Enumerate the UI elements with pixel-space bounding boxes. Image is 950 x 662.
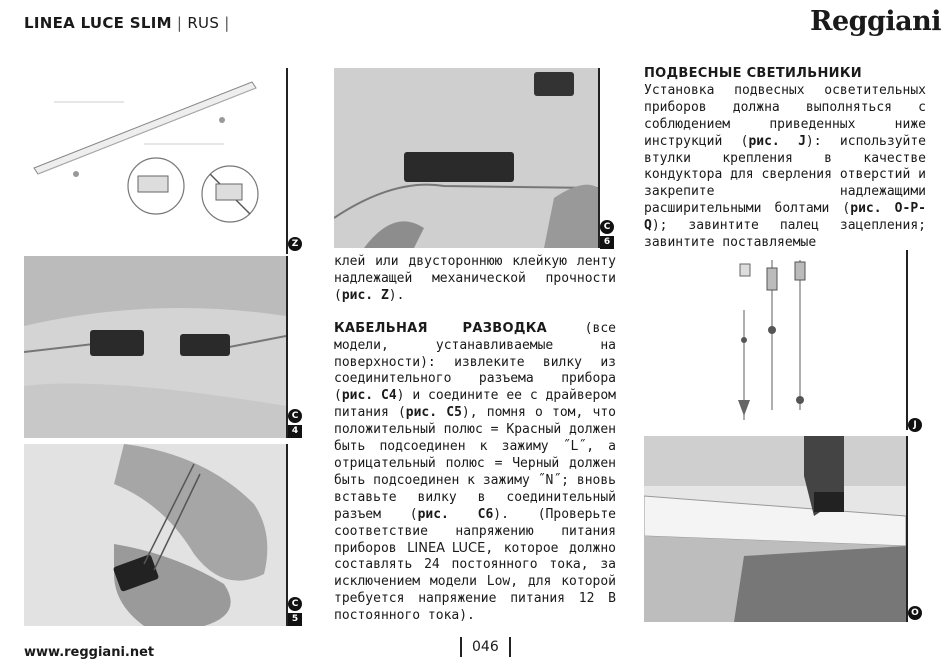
text-run: клей или двустороннюю клейкую ленту надлежащей механической прочности ( (334, 254, 616, 303)
connector-pair-photo-icon (24, 256, 286, 438)
product-title: LINEA LUCE SLIM (24, 14, 172, 32)
right-text-column (644, 66, 926, 252)
figure-c4-number: 4 (288, 425, 302, 438)
page-number (450, 637, 521, 657)
profile-mount-photo-icon (644, 436, 906, 622)
text-run: Установка подвесных осветительных приборов должна выполняться с соблюдением приведенных ниже инструкций ( (644, 82, 926, 149)
section-heading: КАБЕЛЬНАЯ РАЗВОДКА (334, 320, 547, 336)
text-run: , которое должно составлять 24 постоянного тока, за исключением модели Low, для которой требуется напряжение питания 12 В постоянного тока). (334, 540, 616, 624)
figure-c6-number: 6 (600, 236, 614, 249)
figure-c4-photo (24, 256, 286, 438)
connector-photo-icon (334, 68, 598, 248)
figure-ref: рис. O-P-Q (644, 201, 926, 234)
figure-o-rule (906, 436, 908, 622)
text-run: (все модели, устанавливаемые на поверхности): извлеките вилку из соединительного разъема прибора ( (334, 320, 616, 404)
figure-z-drawing (24, 68, 286, 250)
profile-drawing-icon (24, 68, 286, 250)
figure-j-rule (906, 250, 908, 430)
hands-wiring-photo-icon (24, 444, 286, 626)
figure-c5-rule (286, 444, 288, 626)
figure-c4-marker: C (288, 409, 302, 423)
figure-ref: рис. J (748, 133, 806, 149)
document-header (24, 14, 230, 32)
page-number-text: 046 (472, 639, 499, 655)
figure-c5-marker: C (288, 597, 302, 611)
pendant-paragraph (644, 83, 926, 252)
figure-o-photo (644, 436, 906, 622)
figure-j-marker: J (908, 418, 922, 432)
text-run: ); завинтите палец зацепления; завинтите поставляемые (644, 218, 926, 251)
figure-j-drawing (722, 250, 906, 430)
figure-z-rule (286, 68, 288, 254)
section-heading: ПОДВЕСНЫЕ СВЕТИЛЬНИКИ (644, 66, 862, 81)
cable-paragraph (334, 321, 616, 625)
figure-o-marker: O (908, 606, 922, 620)
figure-ref: рис. Z (341, 287, 389, 303)
header-separator-end: | (219, 14, 230, 32)
brand-name: LINEA LUCE (407, 540, 486, 556)
figure-c6-marker: C (600, 220, 614, 234)
figure-ref: рис. C6 (417, 506, 494, 522)
brand-logo: Reggiani (810, 6, 942, 37)
page-bar-left (460, 637, 462, 657)
text-run: ) и соедините ее с драйвером питания ( (334, 388, 616, 421)
figure-z-marker: Z (288, 237, 302, 251)
middle-text-column (334, 254, 616, 625)
figure-c5-number: 5 (288, 613, 302, 626)
figure-ref: рис. C5 (405, 405, 462, 421)
figure-c6-photo (334, 68, 598, 248)
figure-ref: рис. C4 (341, 388, 397, 404)
suspension-kit-drawing-icon (722, 250, 906, 430)
header-separator: | (171, 14, 188, 32)
page-bar-right (509, 637, 511, 657)
text-run: ). (Проверьте соответствие напряжению питания приборов (334, 506, 616, 556)
text-run: ), помня о том, что положительный полюс = Красный должен быть подсоединен к зажиму ˝L˝, а отрицательный полюс = Черный должен быть подсоединен к зажиму ˝N˝; вновь вставьте вилку в соединительный разъем ( (334, 405, 616, 522)
figure-c6-rule (598, 68, 600, 248)
language-code: RUS (187, 14, 220, 32)
text-run: ). (388, 287, 405, 303)
adhesive-paragraph (334, 254, 616, 305)
figure-c4-rule (286, 256, 288, 438)
text-run: ): используйте втулки крепления в качестве кондуктора для сверления отверстий и закрепите надлежащими расширительными болтами ( (644, 133, 927, 217)
footer-website-link[interactable]: www.reggiani.net (24, 645, 155, 660)
figure-c5-photo (24, 444, 286, 626)
